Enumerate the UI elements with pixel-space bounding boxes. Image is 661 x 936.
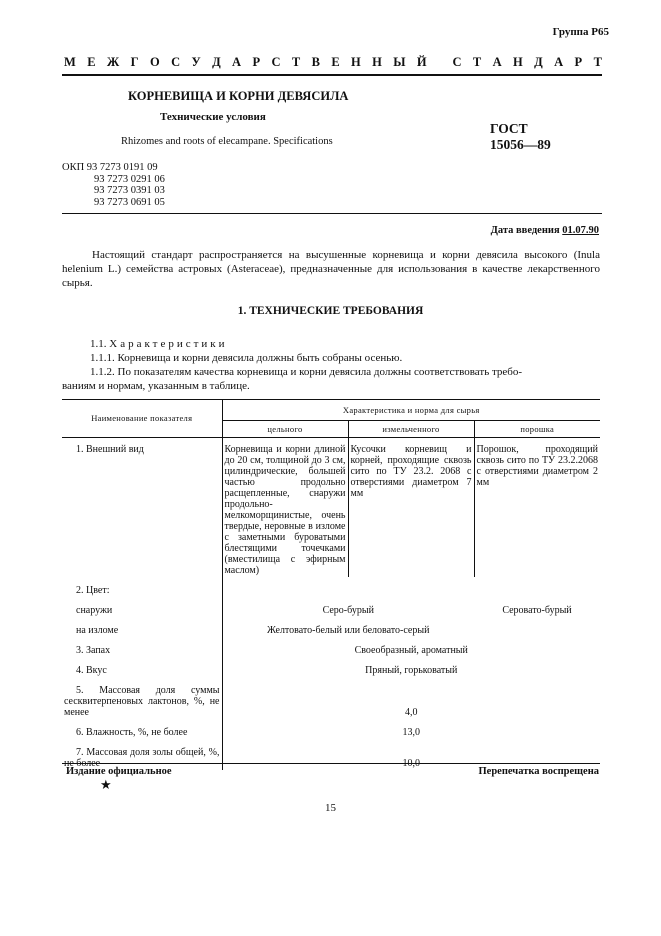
table-row [62, 617, 600, 637]
okp-code: 93 7273 0391 03 [94, 185, 165, 197]
banner-letter: Т [291, 55, 301, 69]
cell-powder: Порошок, проходящий сквозь сито по ТУ 23.2.2068 с отверстиями диаметром 2 мм [474, 438, 600, 578]
intro-date-value: 01.07.90 [562, 225, 599, 236]
table-row [62, 719, 600, 739]
okp-codes [62, 162, 165, 208]
banner-letter: А [492, 55, 502, 69]
banner-letter: А [554, 55, 564, 69]
official-edition-note: Издание официальное [66, 766, 172, 777]
banner-letter: У [191, 55, 201, 69]
banner-letter: С [271, 55, 281, 69]
interstate-standard-banner [64, 55, 602, 70]
reprint-prohibited-note: Перепечатка воспрещена [478, 766, 599, 777]
gost-label: ГОСТ [490, 121, 528, 136]
row-name: 7. Массовая доля золы общей, %, не более [64, 747, 220, 769]
banner-letter: А [232, 55, 242, 69]
clause-1-1 [62, 337, 600, 351]
banner-letter: Е [87, 55, 96, 69]
table-row [62, 597, 600, 617]
banner-letter: Ы [393, 55, 406, 69]
table-row [62, 438, 600, 578]
row-name: на изломе [76, 625, 119, 636]
banner-letter: В [311, 55, 320, 69]
okp-label: ОКП [62, 162, 85, 173]
intro-paragraph: Настоящий стандарт распространяется на высушенные корневища и корни девясила высокого (Inula helenium L.) семейства астровых (Asteraceae), предназначенные для использования в качестве лекарственного сырья. [62, 249, 600, 289]
requirements-table [62, 399, 600, 770]
okp-code: 93 7273 0191 09 [86, 162, 158, 173]
row-name: снаружи [76, 605, 113, 616]
document-subtitle: Технические условия [160, 111, 266, 123]
row-name: 5. Массовая доля суммы сесквитерпеновых лактонов, %, не менее [64, 685, 220, 718]
english-title: Rhizomes and roots of elecampane. Specifications [121, 136, 333, 147]
page-number: 15 [325, 802, 336, 814]
cell-value: 4,0 [222, 677, 600, 719]
row-name: 3. Запах [76, 645, 111, 656]
banner-letter: Ж [106, 55, 120, 69]
table-row [62, 637, 600, 657]
row-name: 1. Внешний вид [76, 444, 144, 455]
cell-value: Пряный, горьковатый [222, 657, 600, 677]
banner-letter: С [171, 55, 181, 69]
banner-letter: Д [212, 55, 221, 69]
star-icon: ★ [100, 777, 112, 792]
cell-value: 13,0 [222, 719, 600, 739]
cell-powder: Серовато-бурый [502, 605, 572, 616]
banner-letter: Г [130, 55, 139, 69]
clause-number: 1.1. [90, 338, 107, 350]
group-code: Группа Р65 [552, 26, 609, 38]
banner-letter: Н [351, 55, 361, 69]
cell-cut: Кусочки корневищ и корней, проходящие сквозь сито по ТУ 23.2. 2068 с отверстиями диаметром 7 мм [348, 438, 474, 578]
header-whole: цельного [222, 421, 348, 438]
table-row [62, 677, 600, 719]
document-title: КОРНЕВИЩА И КОРНИ ДЕВЯСИЛА [128, 89, 349, 103]
header-cut: измельченного [348, 421, 474, 438]
header-norm-group: Характеристика и норма для сырья [222, 400, 600, 421]
cell-whole-cut: Серо-бурый [222, 597, 474, 617]
banner-letter: Й [416, 55, 427, 69]
banner-letter: Д [534, 55, 543, 69]
clause-title: Характеристики [109, 338, 228, 350]
banner-letter: М [64, 55, 76, 69]
banner-letter: Т [593, 55, 602, 69]
banner-letter: Н [372, 55, 382, 69]
header-rule [62, 74, 602, 76]
banner-letter: О [149, 55, 160, 69]
intro-date-label: Дата введения [490, 225, 560, 236]
cell-value: 10,0 [222, 739, 600, 770]
cell-whole: Корневища и корни длиной до 20 см, толщиной до 3 см, цилиндрические, большей частью продольно расщепленные, снаружи продольно-мелкоморщинистые, очень твердые, неровные в изломе с заметными буроватыми блестящими точечками (вместилища с эфирным маслом) [222, 438, 348, 578]
banner-letter: Р [252, 55, 261, 69]
okp-code: 93 7273 0291 06 [94, 173, 165, 185]
clause-1-1-1: 1.1.1. Корневища и корни девясила должны быть собраны осенью. [90, 352, 403, 364]
footer-rule [62, 763, 600, 764]
gost-designation [490, 121, 551, 153]
introduction-date [491, 225, 599, 236]
clause-1-1-2: 1.1.2. По показателям качества корневища и корни девясила должны соответствовать требо- [90, 366, 523, 378]
gost-number: 15056—89 [490, 137, 551, 152]
header-indicator-name: Наименование показателя [62, 400, 222, 438]
banner-letter: Н [513, 55, 523, 69]
row-name: 6. Влажность, %, не более [76, 727, 188, 738]
banner-letter: Е [331, 55, 340, 69]
row-name: 2. Цвет: [76, 585, 110, 596]
table-row [62, 577, 600, 597]
banner-letter: С [452, 55, 462, 69]
table-row [62, 657, 600, 677]
row-name: 4. Вкус [76, 665, 107, 676]
header-powder: порошка [474, 421, 600, 438]
banner-letter: Р [574, 55, 583, 69]
cell-value: Желтовато-белый или беловато-серый [222, 617, 474, 637]
banner-letter: Т [472, 55, 482, 69]
clauses [62, 337, 600, 393]
cell-value: Своеобразный, ароматный [222, 637, 600, 657]
clause-1-1-2-cont: ваниям и нормам, указанным в таблице. [62, 380, 250, 392]
separator-rule [62, 213, 602, 214]
section-title: 1. ТЕХНИЧЕСКИЕ ТРЕБОВАНИЯ [237, 305, 424, 317]
banner-gap [438, 55, 441, 70]
okp-code: 93 7273 0691 05 [94, 196, 165, 208]
